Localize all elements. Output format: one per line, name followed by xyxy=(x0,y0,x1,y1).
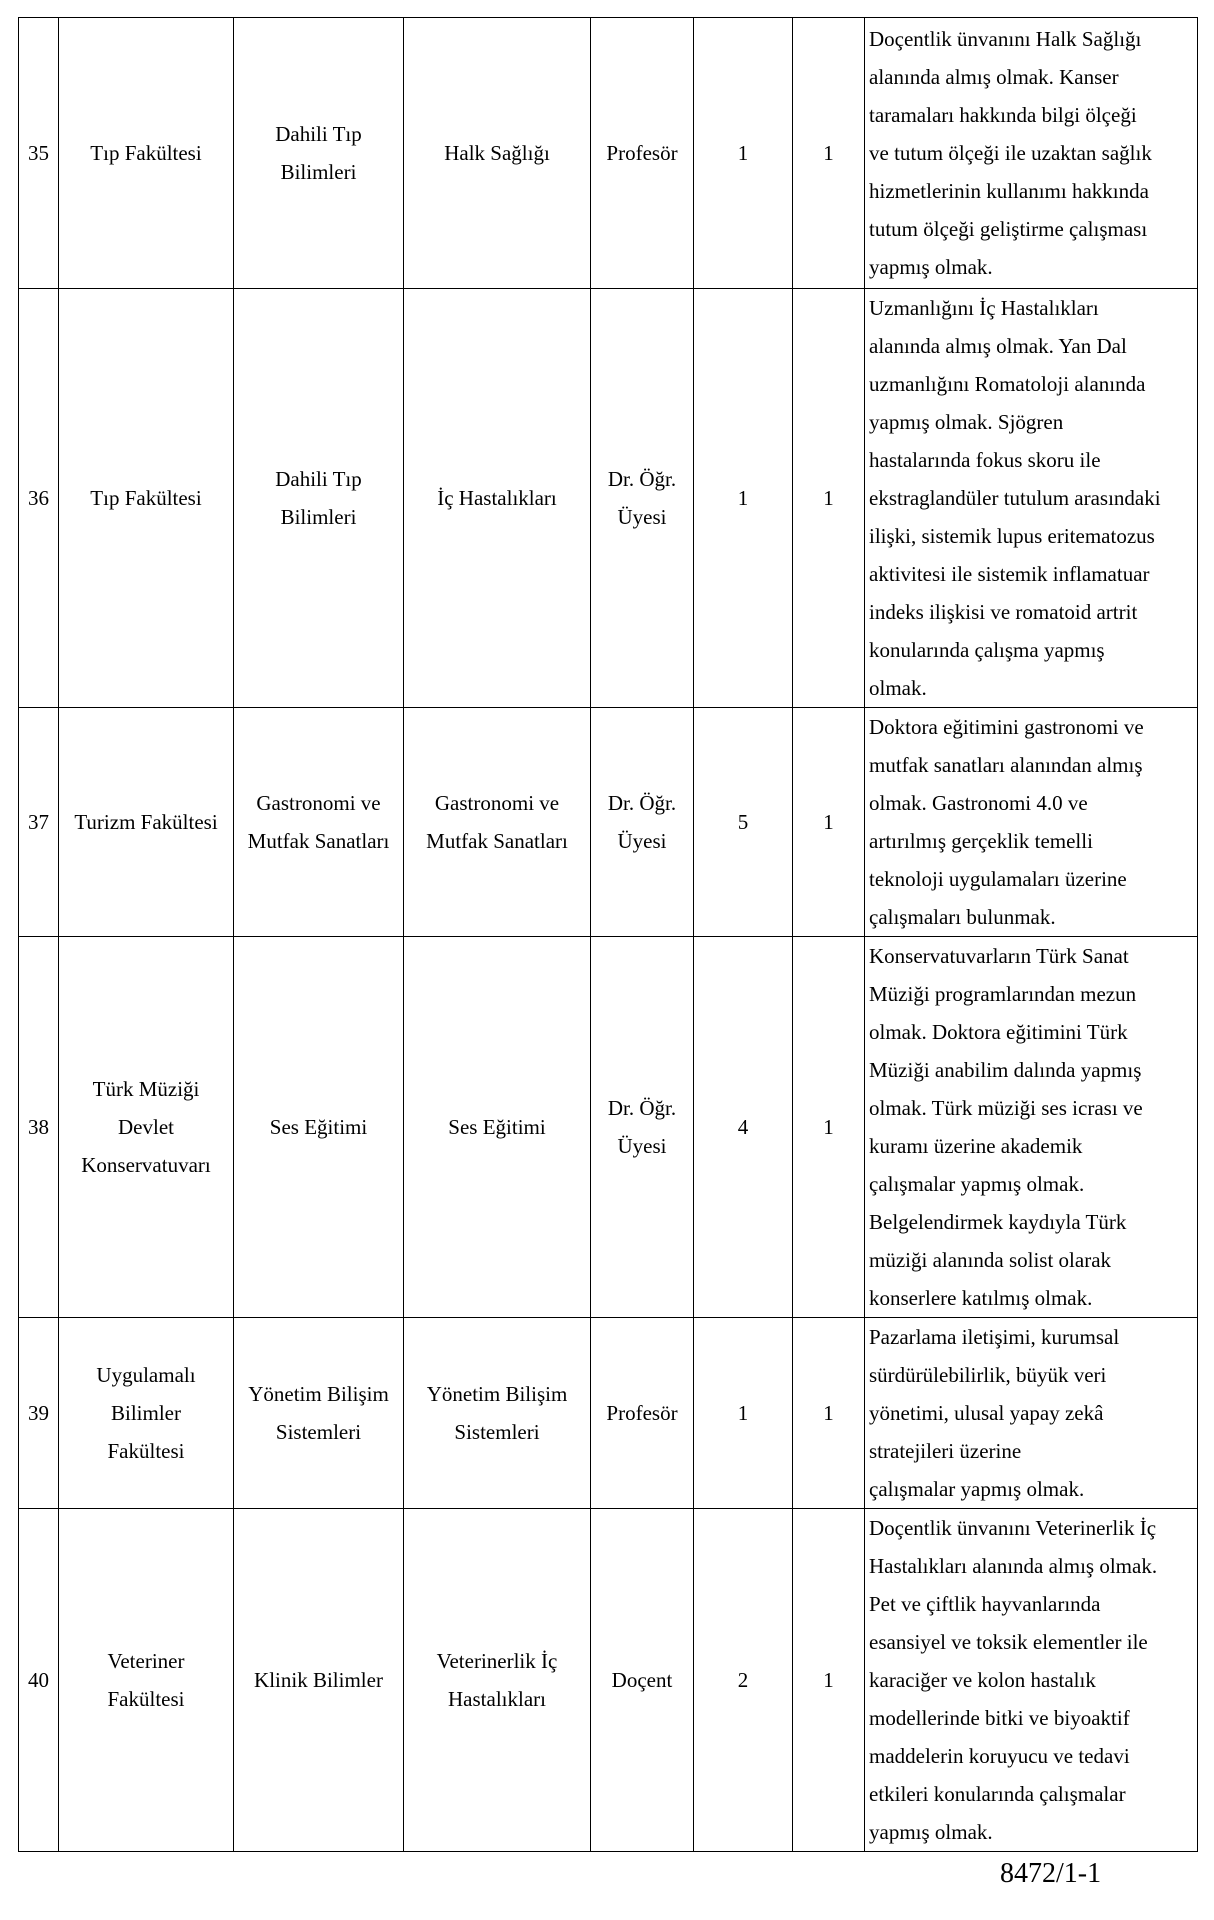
description-line: kuramı üzerine akademik xyxy=(869,1134,1083,1158)
department-line: Dahili Tıp xyxy=(275,122,362,146)
department-line: Ses Eğitimi xyxy=(269,1115,368,1139)
title-line: Üyesi xyxy=(617,505,667,529)
table-row xyxy=(19,289,1198,708)
description-line: Belgelendirmek kaydıyla Türk xyxy=(869,1210,1127,1234)
cell-field xyxy=(404,18,591,289)
title-line: Profesör xyxy=(606,1401,678,1425)
field-line: Mutfak Sanatları xyxy=(426,829,568,853)
description-line: konserlere katılmış olmak. xyxy=(869,1286,1093,1310)
faculty-line: Bilimler xyxy=(111,1401,181,1425)
description-line: olmak. Türk müziği ses icrası ve xyxy=(869,1096,1143,1120)
cell-no xyxy=(19,1318,59,1509)
cell-description xyxy=(865,1509,1198,1852)
faculty-line: Veteriner xyxy=(107,1649,185,1673)
faculty-line: Konservatuvarı xyxy=(81,1153,211,1177)
no-line: 39 xyxy=(28,1401,49,1425)
description-line: ekstraglandüler tutulum arasındaki xyxy=(869,486,1161,510)
description-line: Hastalıkları alanında almış olmak. xyxy=(869,1554,1158,1578)
description-line: olmak. xyxy=(869,676,927,700)
description-line: Pazarlama iletişimi, kurumsal xyxy=(869,1325,1120,1349)
title-line: Üyesi xyxy=(617,829,667,853)
faculty-line: Tıp Fakültesi xyxy=(90,141,202,165)
field-line: Hastalıkları xyxy=(448,1687,546,1711)
cell-count xyxy=(793,289,865,708)
description-line: sürdürülebilirlik, büyük veri xyxy=(869,1363,1107,1387)
field-line: Yönetim Bilişim xyxy=(426,1382,568,1406)
cell-count xyxy=(793,937,865,1318)
cell-department xyxy=(234,289,404,708)
description-line: hizmetlerinin kullanımı hakkında xyxy=(869,179,1149,203)
table-row xyxy=(19,1318,1198,1509)
cell-faculty xyxy=(59,708,234,937)
table-row xyxy=(19,1509,1198,1852)
department-line: Sistemleri xyxy=(275,1420,362,1444)
no-line: 36 xyxy=(28,486,49,510)
cell-field xyxy=(404,1509,591,1852)
cell-department xyxy=(234,1318,404,1509)
faculty-line: Devlet xyxy=(118,1115,174,1139)
field-line: Halk Sağlığı xyxy=(444,141,550,165)
cell-description xyxy=(865,708,1198,937)
description-line: Doçentlik ünvanını Veterinerlik İç xyxy=(869,1516,1157,1540)
description-line: Müziği anabilim dalında yapmış xyxy=(869,1058,1142,1082)
cell-degree xyxy=(694,708,793,937)
count-line: 1 xyxy=(823,1115,834,1139)
document-number: 8472/1-1 xyxy=(1000,1858,1102,1889)
cell-description xyxy=(865,18,1198,289)
description-line: uzmanlığını Romatoloji alanında xyxy=(869,372,1146,396)
cell-no xyxy=(19,708,59,937)
description-line: çalışmalar yapmış olmak. xyxy=(869,1172,1085,1196)
cell-faculty xyxy=(59,937,234,1318)
cell-count xyxy=(793,18,865,289)
cell-degree xyxy=(694,289,793,708)
title-line: Dr. Öğr. xyxy=(607,791,677,815)
table-row xyxy=(19,937,1198,1318)
description-line: karaciğer ve kolon hastalık xyxy=(869,1668,1096,1692)
cell-no xyxy=(19,289,59,708)
description-line: ve tutum ölçeği ile uzaktan sağlık xyxy=(869,141,1152,165)
description-line: hastalarında fokus skoru ile xyxy=(869,448,1101,472)
description-line: taramaları hakkında bilgi ölçeği xyxy=(869,103,1137,127)
cell-title xyxy=(591,18,694,289)
cell-department xyxy=(234,18,404,289)
cell-field xyxy=(404,289,591,708)
department-line: Bilimleri xyxy=(280,160,357,184)
description-line: aktivitesi ile sistemik inflamatuar xyxy=(869,562,1150,586)
faculty-line: Fakültesi xyxy=(107,1687,185,1711)
cell-title xyxy=(591,937,694,1318)
description-line: yapmış olmak. xyxy=(869,1820,993,1844)
field-line: Veterinerlik İç xyxy=(436,1649,558,1673)
description-line: konularında çalışma yapmış xyxy=(869,638,1105,662)
cell-count xyxy=(793,708,865,937)
description-line: yapmış olmak. Sjögren xyxy=(869,410,1064,434)
faculty-line: Uygulamalı xyxy=(96,1363,196,1387)
cell-faculty xyxy=(59,289,234,708)
cell-title xyxy=(591,1318,694,1509)
cell-department xyxy=(234,1509,404,1852)
description-line: Uzmanlığını İç Hastalıkları xyxy=(869,296,1099,320)
field-line: Gastronomi ve xyxy=(434,791,560,815)
cell-count xyxy=(793,1509,865,1852)
cell-no xyxy=(19,1509,59,1852)
description-line: teknoloji uygulamaları üzerine xyxy=(869,867,1127,891)
cell-faculty xyxy=(59,18,234,289)
cell-title xyxy=(591,289,694,708)
description-line: alanında almış olmak. Kanser xyxy=(869,65,1119,89)
description-line: yapmış olmak. xyxy=(869,255,993,279)
department-line: Mutfak Sanatları xyxy=(247,829,390,853)
degree-line: 1 xyxy=(737,1401,749,1425)
description-line: yönetimi, ulusal yapay zekâ xyxy=(869,1401,1104,1425)
cell-description xyxy=(865,937,1198,1318)
description-line: olmak. Gastronomi 4.0 ve xyxy=(869,791,1088,815)
title-line: Dr. Öğr. xyxy=(607,467,677,491)
count-line: 1 xyxy=(823,1668,834,1692)
degree-line: 4 xyxy=(737,1115,749,1139)
description-line: mutfak sanatları alanından almış xyxy=(869,753,1143,777)
description-line: esansiyel ve toksik elementler ile xyxy=(869,1630,1148,1654)
description-line: etkileri konularında çalışmalar xyxy=(869,1782,1126,1806)
degree-line: 1 xyxy=(737,486,749,510)
description-line: maddelerin koruyucu ve tedavi xyxy=(869,1744,1130,1768)
department-line: Dahili Tıp xyxy=(275,467,362,491)
cell-faculty xyxy=(59,1318,234,1509)
description-line: ilişki, sistemik lupus eritematozus xyxy=(869,524,1155,548)
cell-department xyxy=(234,937,404,1318)
cell-field xyxy=(404,937,591,1318)
table-row xyxy=(19,708,1198,937)
degree-line: 1 xyxy=(737,141,749,165)
cell-description xyxy=(865,1318,1198,1509)
description-line: modellerinde bitki ve biyoaktif xyxy=(869,1706,1130,1730)
no-line: 35 xyxy=(28,141,49,165)
description-line: Konservatuvarların Türk Sanat xyxy=(869,944,1129,968)
description-line: çalışmaları bulunmak. xyxy=(869,905,1056,929)
department-line: Bilimleri xyxy=(280,505,357,529)
field-line: Sistemleri xyxy=(454,1420,540,1444)
description-line: çalışmalar yapmış olmak. xyxy=(869,1477,1085,1501)
table-row xyxy=(19,18,1198,289)
description-line: indeks ilişkisi ve romatoid artrit xyxy=(869,600,1138,624)
degree-line: 2 xyxy=(737,1668,749,1692)
cell-count xyxy=(793,1318,865,1509)
department-line: Yönetim Bilişim xyxy=(248,1382,389,1406)
faculty-line: Turizm Fakültesi xyxy=(74,810,218,834)
cell-degree xyxy=(694,18,793,289)
description-line: olmak. Doktora eğitimini Türk xyxy=(869,1020,1128,1044)
description-line: alanında almış olmak. Yan Dal xyxy=(869,334,1127,358)
field-line: İç Hastalıkları xyxy=(437,486,557,510)
cell-no xyxy=(19,937,59,1318)
faculty-line: Tıp Fakültesi xyxy=(90,486,202,510)
cell-field xyxy=(404,708,591,937)
description-line: müziği alanında solist olarak xyxy=(869,1248,1112,1272)
description-line: artırılmış gerçeklik temelli xyxy=(869,829,1093,853)
no-line: 37 xyxy=(28,810,49,834)
count-line: 1 xyxy=(823,810,834,834)
count-line: 1 xyxy=(823,486,834,510)
degree-line: 5 xyxy=(737,810,749,834)
description-line: Doktora eğitimini gastronomi ve xyxy=(869,715,1144,739)
title-line: Üyesi xyxy=(617,1134,667,1158)
faculty-line: Türk Müziği xyxy=(92,1077,200,1101)
description-line: Pet ve çiftlik hayvanlarında xyxy=(869,1592,1101,1616)
department-line: Klinik Bilimler xyxy=(254,1668,383,1692)
cell-degree xyxy=(694,1509,793,1852)
positions-table xyxy=(18,17,1198,1852)
cell-faculty xyxy=(59,1509,234,1852)
cell-title xyxy=(591,1509,694,1852)
description-line: Müziği programlarından mezun xyxy=(869,982,1137,1006)
cell-no xyxy=(19,18,59,289)
count-line: 1 xyxy=(823,141,834,165)
no-line: 38 xyxy=(28,1115,49,1139)
cell-field xyxy=(404,1318,591,1509)
cell-degree xyxy=(694,1318,793,1509)
count-line: 1 xyxy=(823,1401,834,1425)
description-line: tutum ölçeği geliştirme çalışması xyxy=(869,217,1148,241)
cell-degree xyxy=(694,937,793,1318)
title-line: Dr. Öğr. xyxy=(607,1096,677,1120)
faculty-line: Fakültesi xyxy=(107,1439,185,1463)
title-line: Doçent xyxy=(611,1668,673,1692)
title-line: Profesör xyxy=(606,141,678,165)
no-line: 40 xyxy=(28,1668,49,1692)
cell-department xyxy=(234,708,404,937)
description-line: stratejileri üzerine xyxy=(869,1439,1022,1463)
cell-title xyxy=(591,708,694,937)
cell-description xyxy=(865,289,1198,708)
department-line: Gastronomi ve xyxy=(256,791,381,815)
field-line: Ses Eğitimi xyxy=(448,1115,546,1139)
description-line: Doçentlik ünvanını Halk Sağlığı xyxy=(869,27,1142,51)
